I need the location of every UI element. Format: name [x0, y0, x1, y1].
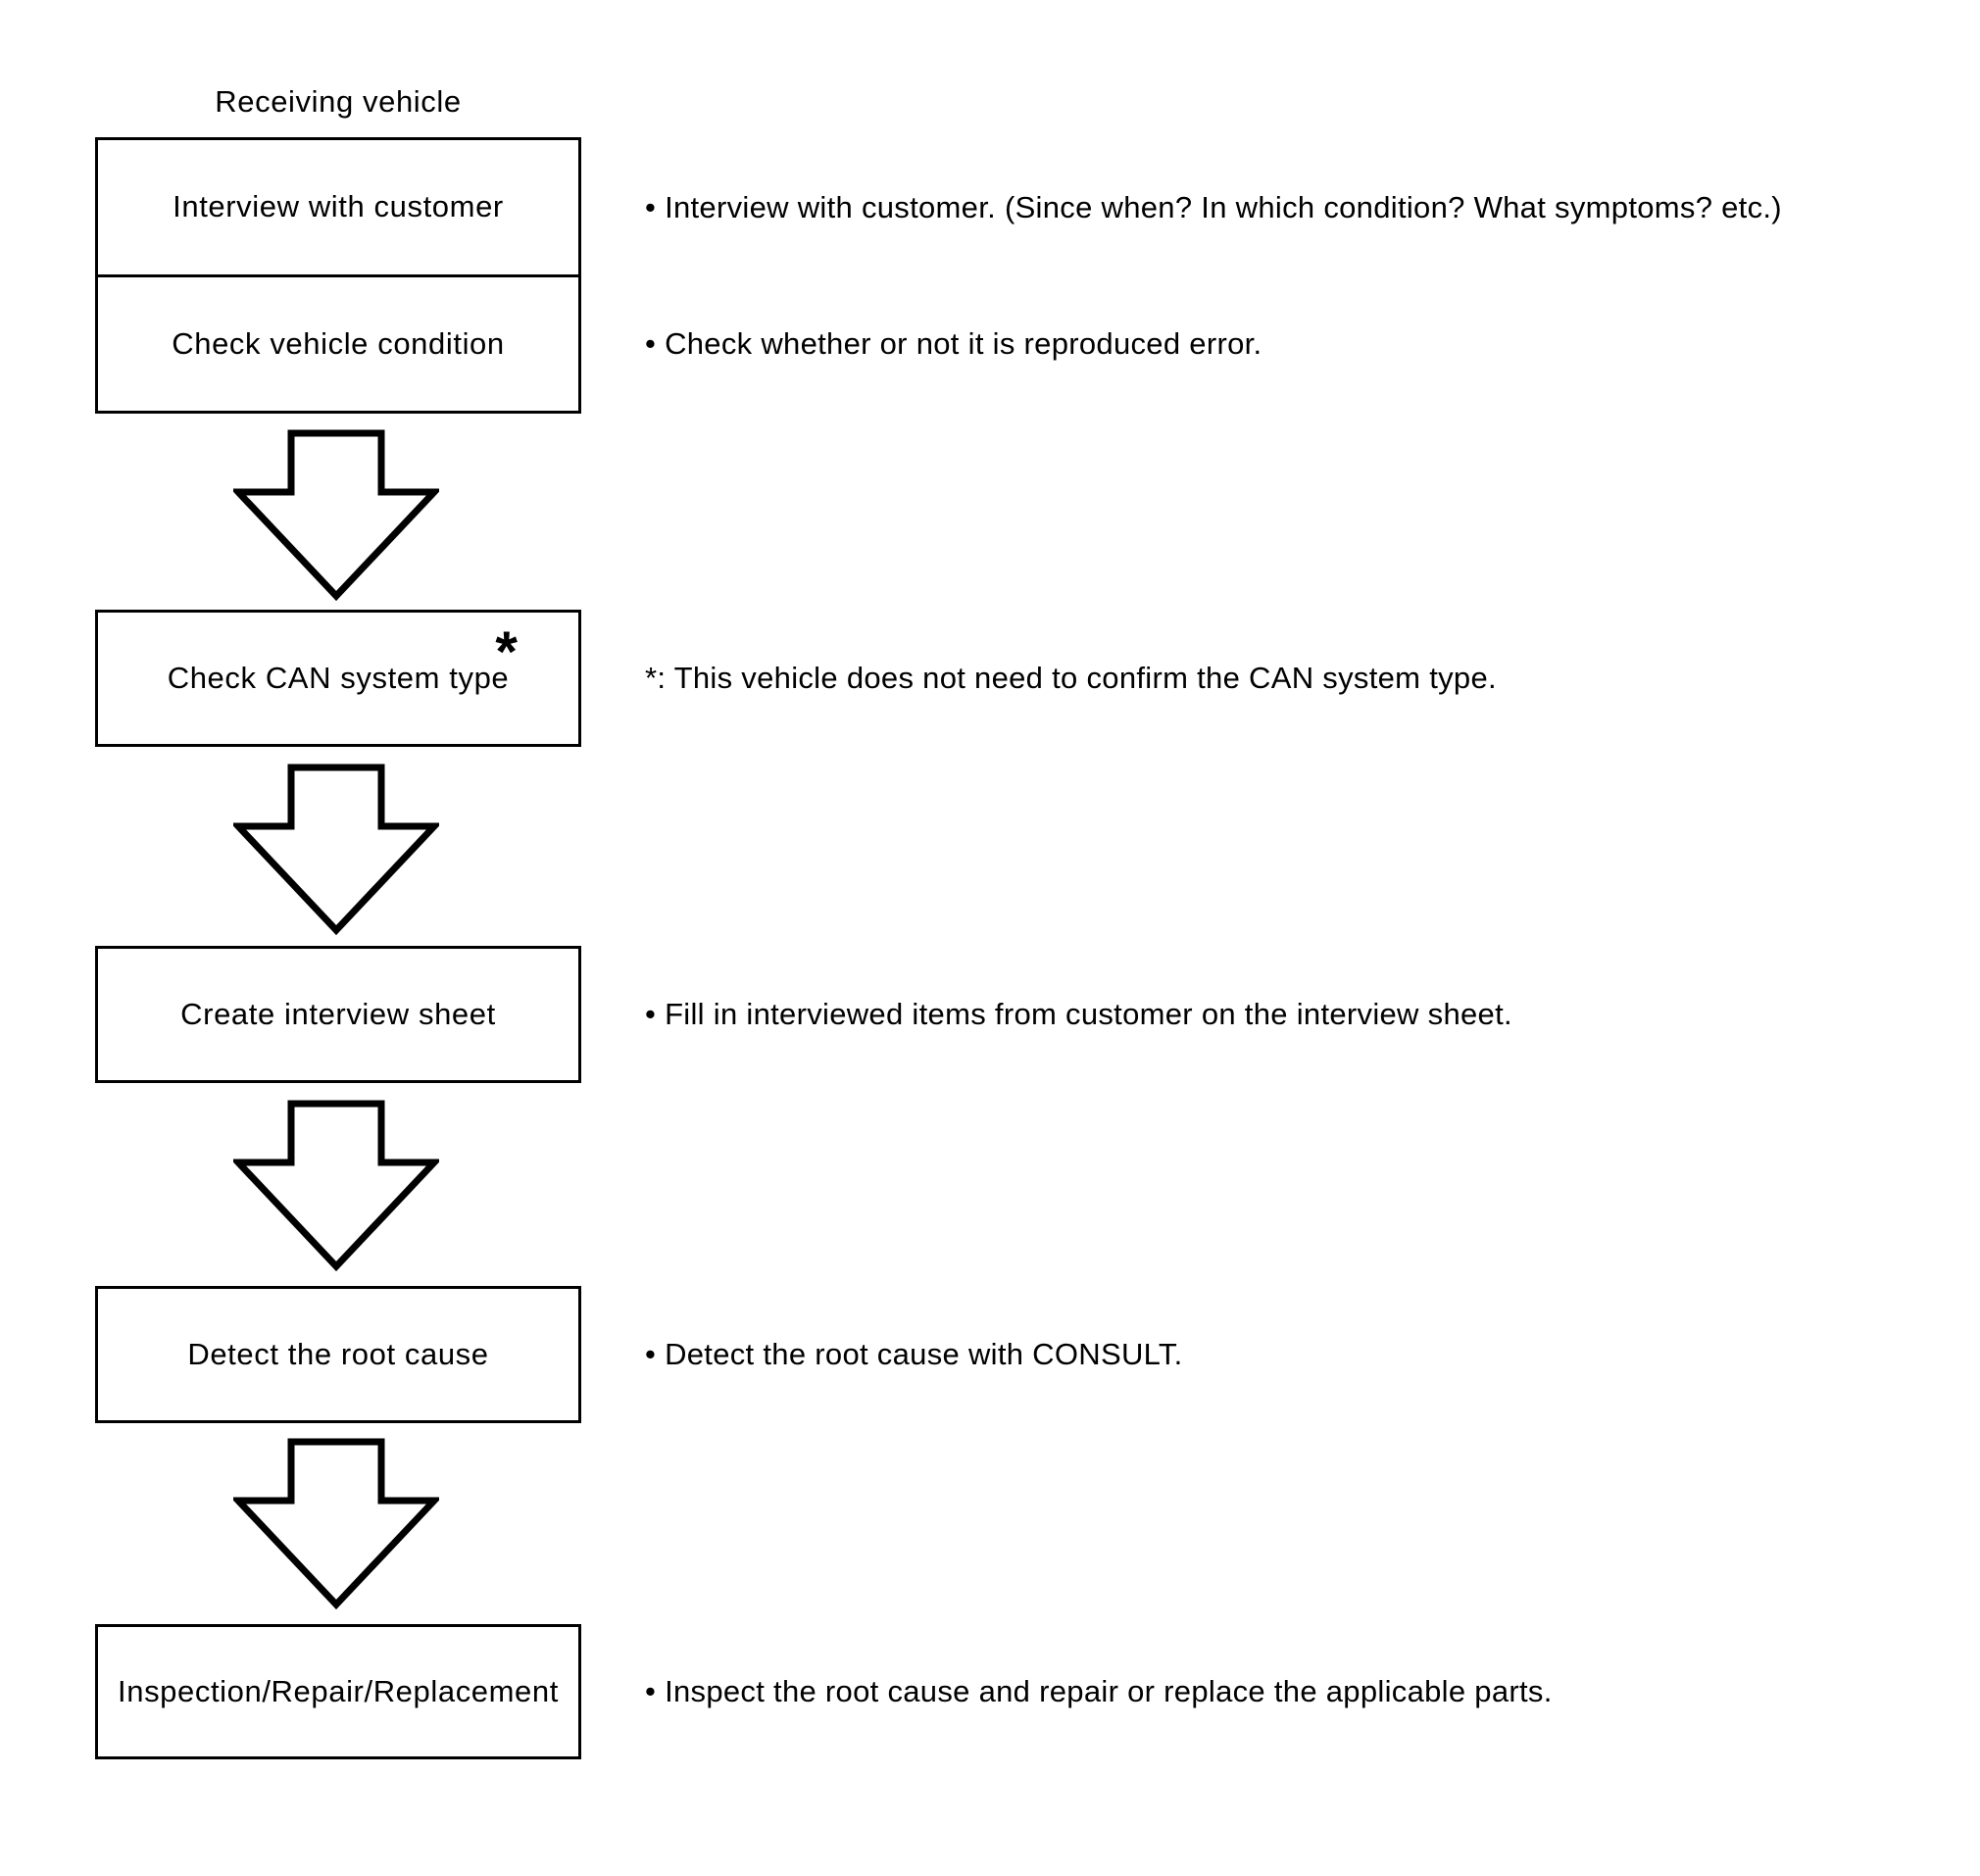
flow-title: Receiving vehicle: [215, 84, 462, 119]
step-create-interview-sheet: [95, 946, 581, 1083]
step-inspection-repair-replacement: [95, 1624, 581, 1759]
step-detect-root-cause: [95, 1286, 581, 1423]
step-label: Create interview sheet: [180, 997, 496, 1031]
note-detect-root-cause: • Detect the root cause with CONSULT.: [645, 1337, 1183, 1371]
step-check-can-system-type: [95, 610, 581, 747]
note-check-vehicle-condition: • Check whether or not it is reproduced error.: [645, 326, 1262, 361]
down-arrow-icon: [233, 763, 439, 936]
down-arrow-icon: [233, 1099, 439, 1272]
down-arrow-icon: [233, 428, 439, 602]
step-label: Check vehicle condition: [172, 325, 505, 361]
step-check-vehicle-condition: [98, 277, 578, 412]
down-arrow-icon: [233, 1437, 439, 1610]
note-can-system-type: *: This vehicle does not need to confirm the CAN system type.: [645, 661, 1497, 695]
step-label: Inspection/Repair/Replacement: [118, 1674, 559, 1708]
step-label: Check CAN system type: [167, 661, 510, 695]
note-interview-with-customer: • Interview with customer. (Since when? In which condition? What symptoms? etc.): [645, 190, 1782, 224]
asterisk-marker: *: [495, 620, 518, 684]
note-create-interview-sheet: • Fill in interviewed items from customer on the interview sheet.: [645, 997, 1512, 1031]
step-box-receiving-vehicle: [95, 137, 581, 414]
note-inspection-repair-replacement: • Inspect the root cause and repair or replace the applicable parts.: [645, 1674, 1553, 1708]
step-interview-with-customer: [98, 140, 578, 277]
step-label: Interview with customer: [173, 189, 504, 224]
step-label: Detect the root cause: [187, 1337, 489, 1371]
